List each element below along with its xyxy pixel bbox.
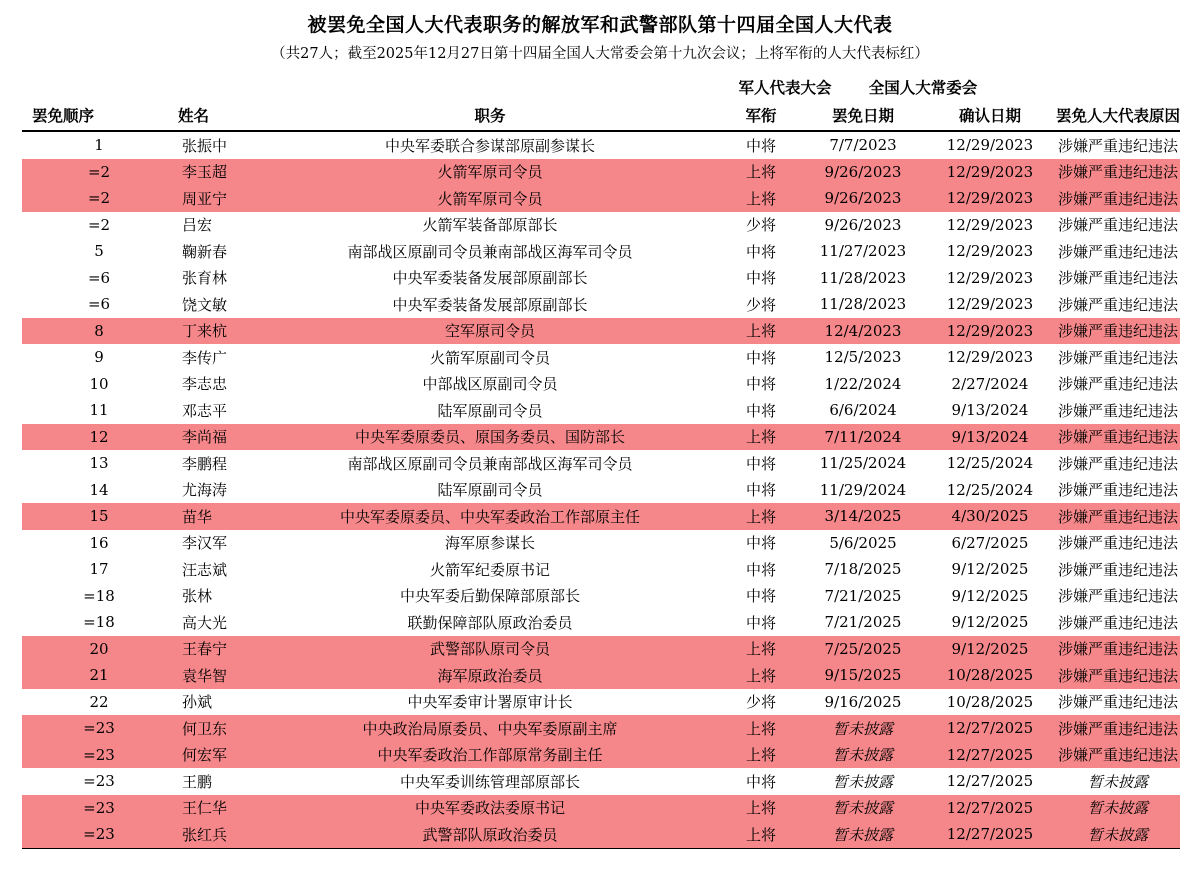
- cell-order: =23: [83, 772, 115, 791]
- cell-confirm-date: 12/29/2023: [924, 159, 1056, 186]
- table-row: [22, 159, 1180, 186]
- cell-rank: 少将: [745, 693, 776, 712]
- cell-position: 海军原政治委员: [260, 662, 720, 689]
- cell-recall-date: 7/21/2025: [824, 586, 902, 605]
- cell-position: 南部战区原副司令员兼南部战区海军司令员: [347, 454, 633, 473]
- cell-recall-date: 9/16/2025: [824, 692, 902, 711]
- cell-order: 16: [89, 533, 109, 552]
- cell-confirm-date: 12/27/2025: [924, 795, 1056, 822]
- cell-reason: 涉嫌严重违纪违法: [1057, 534, 1178, 553]
- cell-recall-date: 7/7/2023: [829, 136, 897, 155]
- cell-reason: 暂未披露: [1056, 795, 1180, 822]
- cell-order: =2: [87, 215, 111, 234]
- cell-order: 1: [94, 136, 104, 155]
- cell-rank: 中将: [745, 613, 776, 632]
- cell-confirm-date: 12/27/2025: [924, 821, 1056, 848]
- cell-rank: 上将: [720, 503, 802, 530]
- cell-recall-date: 9/26/2023: [802, 159, 924, 186]
- table-row: [22, 556, 1180, 583]
- cell-position: 中部战区原副司令员: [422, 375, 558, 394]
- cell-confirm-date: 2/27/2024: [951, 374, 1029, 393]
- cell-position: 武警部队原司令员: [260, 636, 720, 663]
- cell-name: 高大光: [182, 613, 228, 632]
- cell-order: 14: [89, 480, 109, 499]
- table-row: [22, 742, 1180, 769]
- cell-confirm-date: 9/13/2024: [924, 424, 1056, 451]
- cell-order: 22: [89, 692, 109, 711]
- table-row: [22, 371, 1180, 398]
- cell-order: 5: [94, 242, 104, 261]
- cell-confirm-date: 12/29/2023: [924, 185, 1056, 212]
- cell-confirm-date: 9/12/2025: [924, 636, 1056, 663]
- cell-name: 何宏军: [176, 742, 260, 769]
- cell-order: =23: [22, 715, 176, 742]
- cell-name: 张林: [182, 587, 213, 606]
- cell-position: 南部战区原副司令员兼南部战区海军司令员: [347, 242, 633, 261]
- cell-reason: 涉嫌严重违纪违法: [1057, 375, 1178, 394]
- header-confirm-date: 确认日期: [924, 100, 1056, 131]
- table-row: [22, 450, 1180, 477]
- cell-confirm-date: 9/12/2025: [951, 560, 1029, 579]
- cell-rank: 中将: [745, 269, 776, 288]
- cell-confirm-date: 12/27/2025: [924, 715, 1056, 742]
- cell-confirm-date: 9/12/2025: [951, 613, 1029, 632]
- cell-reason: 涉嫌严重违纪违法: [1057, 481, 1178, 500]
- cell-reason: 涉嫌严重违纪违法: [1057, 136, 1178, 155]
- table-body: [22, 131, 1180, 848]
- cell-name: 袁华智: [176, 662, 260, 689]
- table-row: [22, 131, 1180, 159]
- cell-rank: 上将: [720, 318, 802, 345]
- cell-order: 9: [94, 348, 104, 367]
- cell-order: 17: [89, 560, 109, 579]
- table-row: [22, 238, 1180, 265]
- cell-confirm-date: 10/28/2025: [924, 662, 1056, 689]
- cell-name: 汪志斌: [182, 560, 228, 579]
- table-row: [22, 715, 1180, 742]
- cell-recall-date: 5/6/2025: [829, 533, 897, 552]
- cell-reason: 涉嫌严重违纪违法: [1056, 715, 1180, 742]
- cell-name: 李鹏程: [182, 454, 228, 473]
- cell-position: 中央军委联合参谋部原副参谋长: [384, 136, 595, 155]
- cell-confirm-date: 10/28/2025: [946, 692, 1034, 711]
- cell-name: 李尚福: [176, 424, 260, 451]
- cell-reason: 涉嫌严重违纪违法: [1057, 560, 1178, 579]
- cell-position: 中央政治局原委员、中央军委原副主席: [260, 715, 720, 742]
- cell-order: =2: [22, 159, 176, 186]
- cell-rank: 中将: [745, 348, 776, 367]
- cell-name: 丁来杭: [176, 318, 260, 345]
- cell-name: 王春宁: [176, 636, 260, 663]
- cell-reason: 涉嫌严重违纪违法: [1056, 424, 1180, 451]
- cell-recall-date: 12/5/2023: [824, 348, 902, 367]
- cell-position: 火箭军装备部原部长: [422, 216, 558, 235]
- cell-position: 武警部队原政治委员: [260, 821, 720, 848]
- table-row: [22, 318, 1180, 345]
- cell-name: 周亚宁: [176, 185, 260, 212]
- cell-rank: 中将: [745, 454, 776, 473]
- table-row: [22, 795, 1180, 822]
- cell-position: 联勤保障部队原政治委员: [407, 613, 573, 632]
- table-row: [22, 689, 1180, 716]
- cell-reason: 涉嫌严重违纪违法: [1056, 503, 1180, 530]
- header-recall-date: 罢免日期: [802, 100, 924, 131]
- cell-rank: 少将: [745, 295, 776, 314]
- cell-position: 中央军委审计署原审计长: [407, 693, 573, 712]
- cell-position: 海军原参谋长: [444, 534, 535, 553]
- cell-reason: 涉嫌严重违纪违法: [1057, 269, 1178, 288]
- cell-confirm-date: 9/13/2024: [951, 401, 1029, 420]
- cell-reason: 涉嫌严重违纪违法: [1057, 216, 1178, 235]
- cell-recall-date: 9/15/2025: [802, 662, 924, 689]
- cell-confirm-date: 12/29/2023: [946, 348, 1034, 367]
- cell-rank: 中将: [745, 136, 776, 155]
- cell-rank: 少将: [745, 216, 776, 235]
- cell-rank: 上将: [720, 742, 802, 769]
- cell-rank: 中将: [745, 481, 776, 500]
- cell-recall-date: 11/28/2023: [819, 268, 907, 287]
- table-row: [22, 503, 1180, 530]
- cell-recall-date: 7/11/2024: [802, 424, 924, 451]
- cell-confirm-date: 12/29/2023: [924, 318, 1056, 345]
- cell-order: =23: [22, 742, 176, 769]
- cell-reason: 涉嫌严重违纪违法: [1057, 295, 1178, 314]
- cell-reason: 涉嫌严重违纪违法: [1056, 159, 1180, 186]
- cell-reason: 涉嫌严重违纪违法: [1056, 662, 1180, 689]
- cell-rank: 中将: [745, 534, 776, 553]
- header-name: 姓名: [176, 100, 260, 131]
- cell-name: 孙斌: [182, 693, 213, 712]
- cell-confirm-date: 12/29/2023: [946, 268, 1034, 287]
- cell-name: 李传广: [182, 348, 228, 367]
- cell-recall-date: 9/26/2023: [802, 185, 924, 212]
- cell-recall-date: 11/25/2024: [819, 454, 907, 473]
- cell-recall-date: 11/29/2024: [819, 480, 907, 499]
- cell-rank: 上将: [720, 424, 802, 451]
- cell-recall-date: 7/25/2025: [802, 636, 924, 663]
- cell-name: 王鹏: [182, 772, 213, 791]
- cell-position: 陆军原副司令员: [437, 481, 543, 500]
- cell-position: 中央军委训练管理部原部长: [399, 772, 580, 791]
- cell-recall-date: 3/14/2025: [802, 503, 924, 530]
- cell-confirm-date: 12/29/2023: [946, 136, 1034, 155]
- table-row: [22, 397, 1180, 424]
- cell-position: 陆军原副司令员: [437, 401, 543, 420]
- cell-name: 苗华: [176, 503, 260, 530]
- cell-order: 10: [89, 374, 109, 393]
- cell-name: 李志忠: [182, 375, 228, 394]
- cell-name: 张振中: [182, 136, 228, 155]
- cell-recall-date: 暂未披露: [802, 795, 924, 822]
- cell-rank: 上将: [720, 185, 802, 212]
- cell-confirm-date: 12/27/2025: [946, 772, 1034, 791]
- cell-recall-date: 暂未披露: [802, 715, 924, 742]
- cell-name: 李汉军: [182, 534, 228, 553]
- cell-name: 尤海涛: [182, 481, 228, 500]
- cell-order: =18: [83, 613, 115, 632]
- cell-name: 李玉超: [176, 159, 260, 186]
- cell-position: 中央军委后勤保障部原部长: [399, 587, 580, 606]
- cell-rank: 中将: [745, 587, 776, 606]
- cell-rank: 上将: [720, 821, 802, 848]
- cell-recall-date: 9/26/2023: [824, 215, 902, 234]
- cell-confirm-date: 12/29/2023: [946, 295, 1034, 314]
- cell-name: 邓志平: [182, 401, 228, 420]
- cell-order: 21: [22, 662, 176, 689]
- cell-name: 吕宏: [182, 216, 213, 235]
- cell-position: 中央军委装备发展部原副部长: [392, 269, 588, 288]
- cell-recall-date: 1/22/2024: [824, 374, 902, 393]
- cell-rank: 中将: [745, 772, 776, 791]
- cell-rank: 上将: [720, 662, 802, 689]
- cell-confirm-date: 12/29/2023: [946, 215, 1034, 234]
- cell-name: 饶文敏: [182, 295, 228, 314]
- cell-order: 8: [22, 318, 176, 345]
- recall-table: [22, 100, 1180, 849]
- cell-name: 张红兵: [176, 821, 260, 848]
- super-header-npc-standing-committee: 全国人大常委会: [868, 78, 978, 97]
- cell-order: =23: [22, 795, 176, 822]
- cell-reason: 涉嫌严重违纪违法: [1056, 318, 1180, 345]
- cell-recall-date: 6/6/2024: [829, 401, 897, 420]
- cell-confirm-date: 12/25/2024: [946, 480, 1034, 499]
- cell-order: 20: [22, 636, 176, 663]
- cell-recall-date: 11/28/2023: [819, 295, 907, 314]
- cell-rank: 中将: [745, 375, 776, 394]
- cell-reason: 涉嫌严重违纪违法: [1057, 401, 1178, 420]
- cell-position: 火箭军纪委原书记: [429, 560, 550, 579]
- cell-order: =18: [83, 586, 115, 605]
- cell-position: 中央军委原委员、原国务委员、国防部长: [260, 424, 720, 451]
- cell-order: =23: [22, 821, 176, 848]
- cell-rank: 上将: [720, 159, 802, 186]
- cell-reason: 涉嫌严重违纪违法: [1057, 587, 1178, 606]
- cell-recall-date: 暂未披露: [832, 772, 893, 791]
- header-order: 罢免顺序: [22, 100, 176, 131]
- cell-rank: 中将: [745, 401, 776, 420]
- cell-reason: 涉嫌严重违纪违法: [1056, 636, 1180, 663]
- cell-position: 火箭军原副司令员: [429, 348, 550, 367]
- cell-order: 15: [22, 503, 176, 530]
- cell-name: 何卫东: [176, 715, 260, 742]
- cell-confirm-date: 12/25/2024: [946, 454, 1034, 473]
- cell-order: 13: [89, 454, 109, 473]
- cell-recall-date: 12/4/2023: [802, 318, 924, 345]
- page-title: 被罢免全国人大代表职务的解放军和武警部队第十四届全国人大代表: [307, 14, 893, 36]
- cell-position: 中央军委政法委原书记: [260, 795, 720, 822]
- cell-order: =6: [87, 268, 111, 287]
- table-row: [22, 583, 1180, 610]
- table-row: [22, 477, 1180, 504]
- table-row: [22, 424, 1180, 451]
- cell-position: 中央军委原委员、中央军委政治工作部原主任: [260, 503, 720, 530]
- table-row: [22, 609, 1180, 636]
- super-header-military-congress: 军人代表大会: [738, 78, 832, 97]
- table-row: [22, 768, 1180, 795]
- cell-reason: 涉嫌严重违纪违法: [1057, 348, 1178, 367]
- cell-rank: 中将: [745, 242, 776, 261]
- cell-confirm-date: 12/27/2025: [924, 742, 1056, 769]
- cell-reason: 暂未披露: [1087, 772, 1148, 791]
- table-row: [22, 530, 1180, 557]
- table-row: [22, 265, 1180, 292]
- cell-rank: 中将: [745, 560, 776, 579]
- table-header-row: [22, 100, 1180, 131]
- cell-rank: 上将: [720, 715, 802, 742]
- cell-position: 火箭军原司令员: [260, 159, 720, 186]
- table-row: [22, 185, 1180, 212]
- cell-order: =6: [87, 295, 111, 314]
- cell-recall-date: 11/27/2023: [819, 242, 907, 261]
- cell-order: 11: [89, 401, 109, 420]
- cell-recall-date: 7/18/2025: [824, 560, 902, 579]
- cell-confirm-date: 9/12/2025: [951, 586, 1029, 605]
- header-reason: 罢免人大代表原因: [1056, 100, 1180, 131]
- cell-position: 空军原司令员: [260, 318, 720, 345]
- cell-reason: 涉嫌严重违纪违法: [1057, 454, 1178, 473]
- cell-order: =2: [22, 185, 176, 212]
- cell-reason: 涉嫌严重违纪违法: [1056, 185, 1180, 212]
- table-row: [22, 291, 1180, 318]
- header-position: 职务: [260, 100, 720, 131]
- table-row: [22, 821, 1180, 848]
- table-row: [22, 212, 1180, 239]
- cell-reason: 涉嫌严重违纪违法: [1057, 613, 1178, 632]
- table-row: [22, 636, 1180, 663]
- table-row: [22, 662, 1180, 689]
- cell-rank: 上将: [720, 795, 802, 822]
- cell-confirm-date: 6/27/2025: [951, 533, 1029, 552]
- cell-recall-date: 7/21/2025: [824, 613, 902, 632]
- cell-name: 鞠新春: [182, 242, 228, 261]
- cell-position: 火箭军原司令员: [260, 185, 720, 212]
- cell-position: 中央军委装备发展部原副部长: [392, 295, 588, 314]
- cell-name: 张育林: [182, 269, 228, 288]
- cell-reason: 涉嫌严重违纪违法: [1057, 242, 1178, 261]
- cell-confirm-date: 12/29/2023: [946, 242, 1034, 261]
- cell-recall-date: 暂未披露: [802, 742, 924, 769]
- cell-position: 中央军委政治工作部原常务副主任: [260, 742, 720, 769]
- cell-reason: 涉嫌严重违纪违法: [1057, 693, 1178, 712]
- cell-recall-date: 暂未披露: [802, 821, 924, 848]
- cell-confirm-date: 4/30/2025: [924, 503, 1056, 530]
- cell-order: 12: [22, 424, 176, 451]
- cell-rank: 上将: [720, 636, 802, 663]
- table-row: [22, 344, 1180, 371]
- cell-name: 王仁华: [176, 795, 260, 822]
- header-rank: 军衔: [720, 100, 802, 131]
- cell-reason: 涉嫌严重违纪违法: [1056, 742, 1180, 769]
- page-subtitle: （共27人；截至2025年12月27日第十四届全国人大常委会第十九次会议；上将军衔的人大代表标红）: [271, 46, 929, 62]
- cell-reason: 暂未披露: [1056, 821, 1180, 848]
